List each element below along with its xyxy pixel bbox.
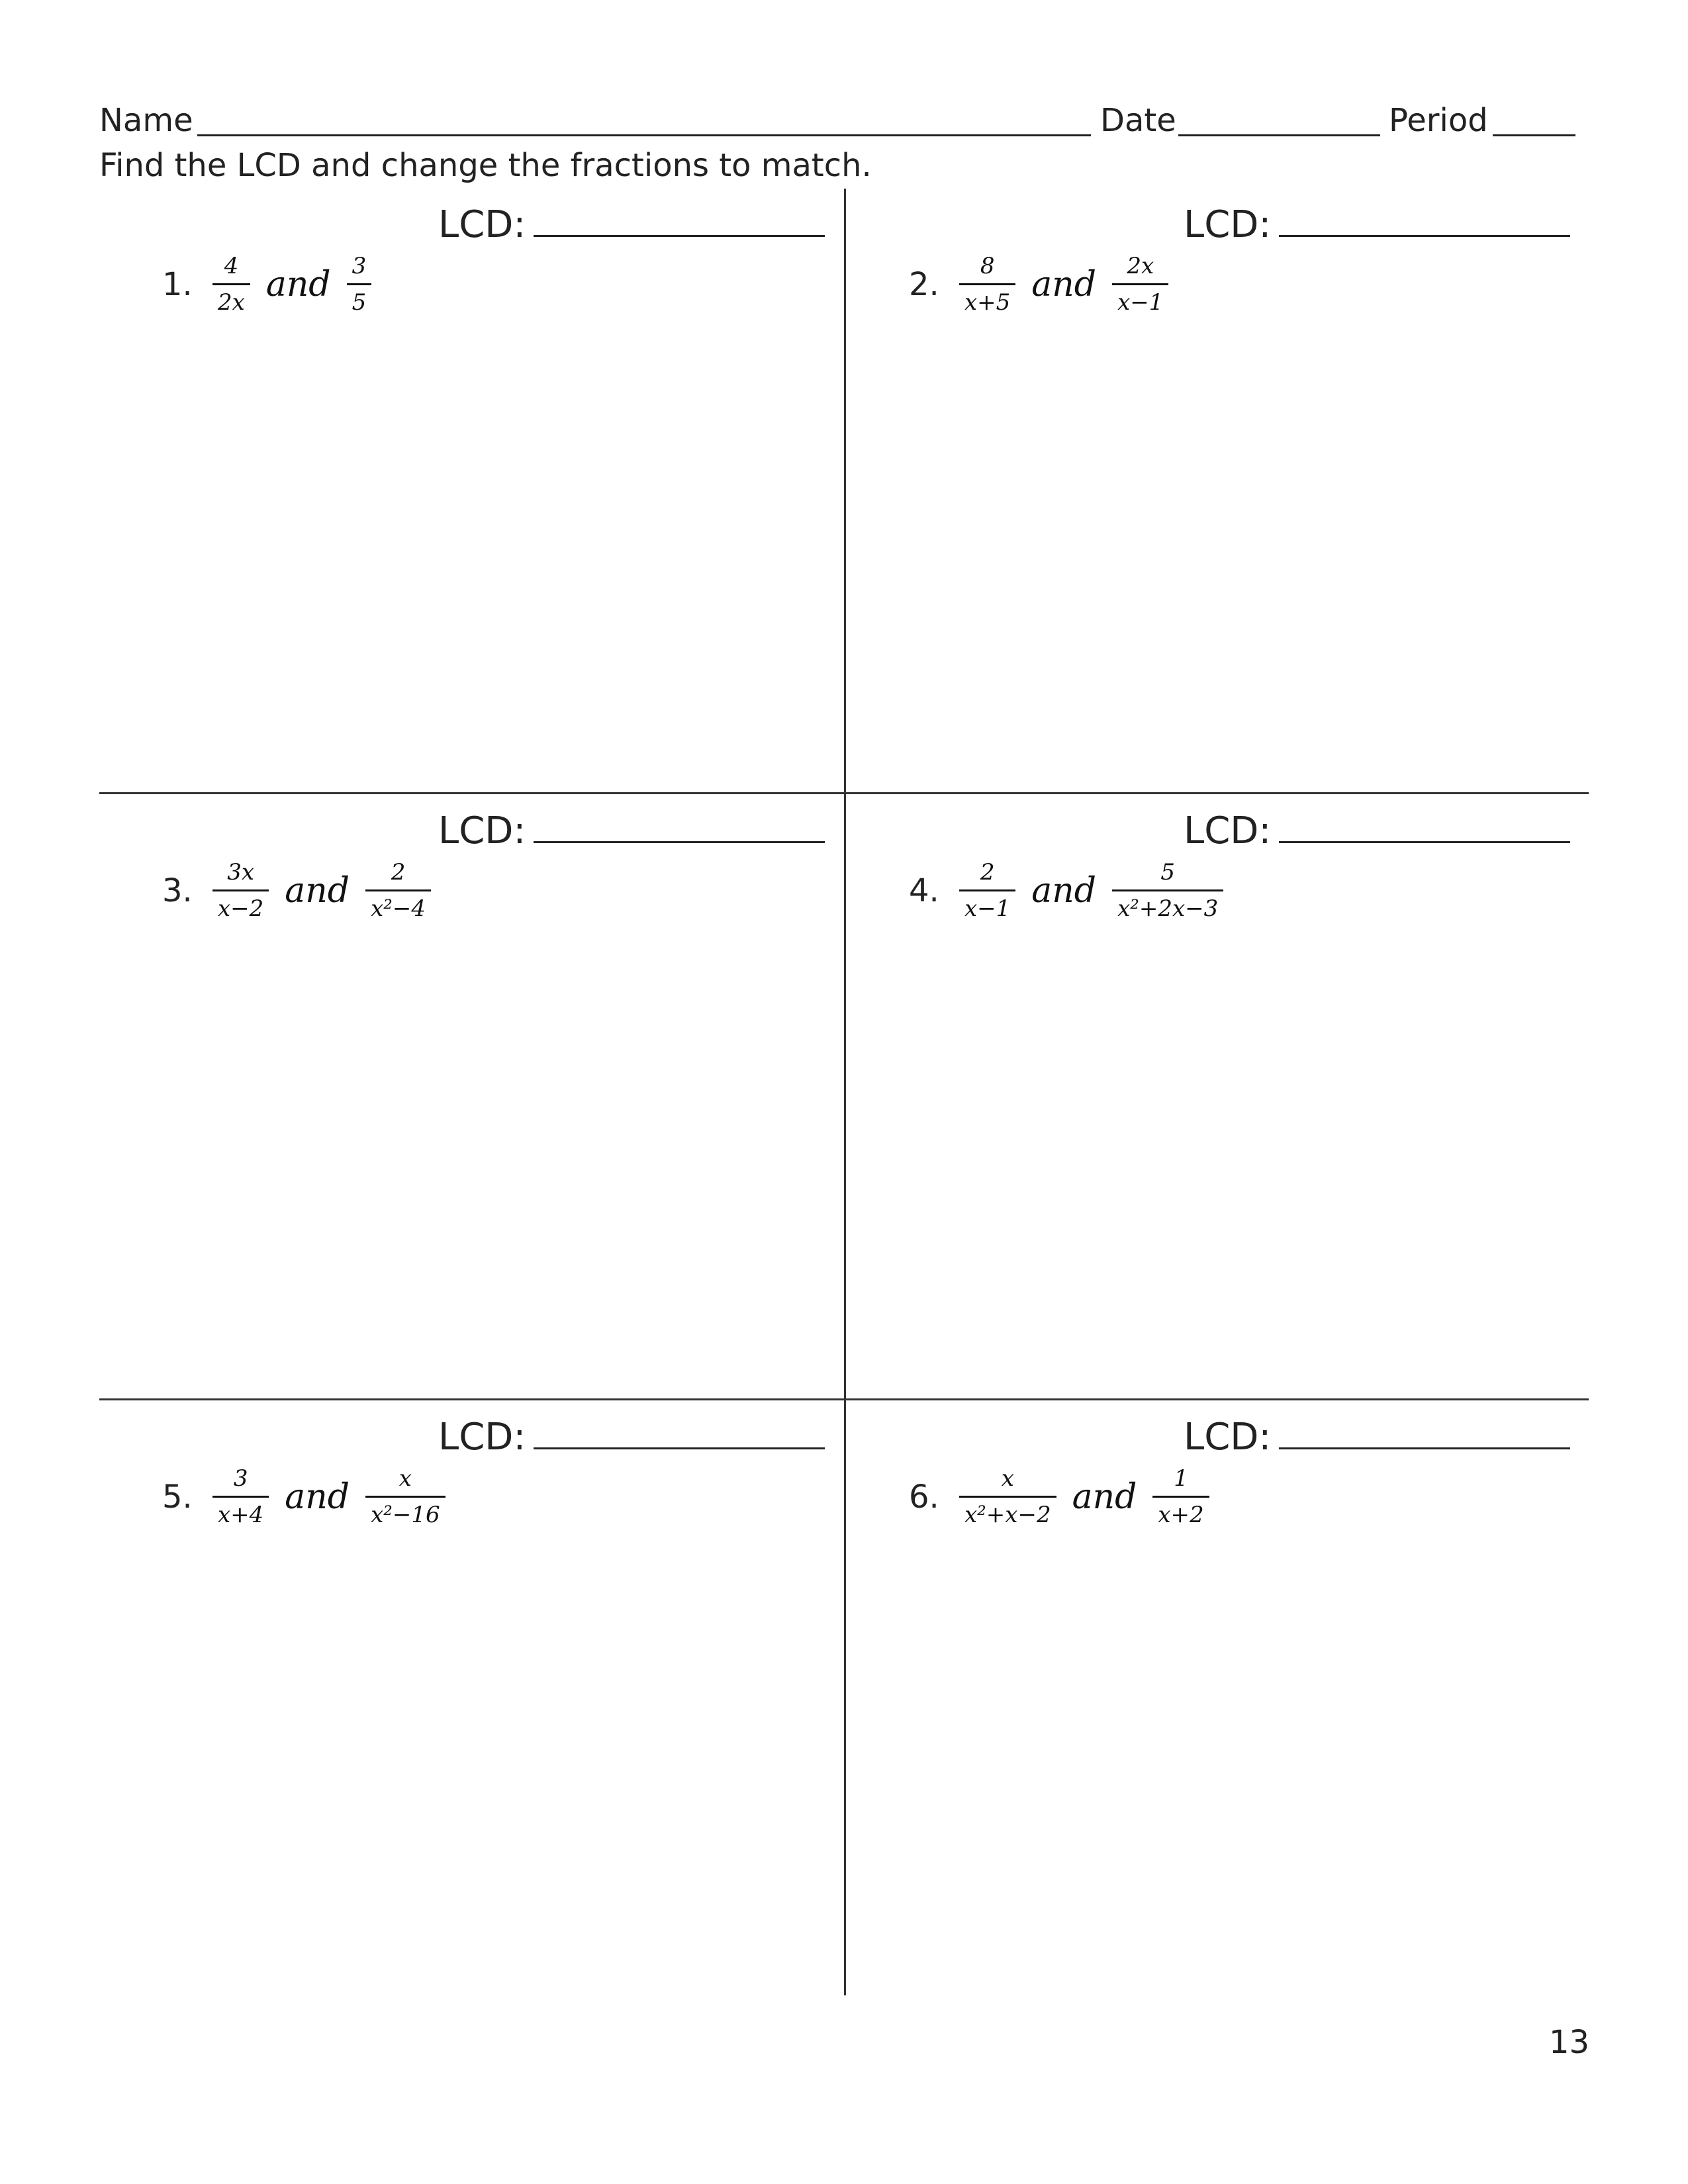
lcd-3 [438, 807, 825, 855]
problem-1 [162, 251, 375, 317]
numerator: 1 [1152, 1464, 1209, 1498]
fraction-1 [212, 1464, 269, 1529]
problem-6 [909, 1464, 1213, 1529]
and-text: and [285, 870, 350, 911]
denominator: x+2 [1158, 1502, 1204, 1528]
denominator: 5 [352, 289, 367, 316]
lcd-answer-field[interactable] [534, 206, 825, 237]
numerator: 3x [212, 858, 269, 891]
denominator: x+5 [964, 289, 1011, 316]
lcd-answer-field[interactable] [1279, 812, 1570, 843]
denominator: 2x [218, 289, 245, 316]
lcd-label: LCD: [438, 203, 526, 246]
denominator: x−1 [1117, 289, 1164, 316]
numerator: 2 [959, 858, 1015, 891]
fraction-1 [212, 858, 269, 923]
denominator: x²+x−2 [964, 1502, 1051, 1528]
lcd-1 [438, 201, 825, 249]
lcd-5 [438, 1414, 825, 1461]
numerator: 2x [1112, 251, 1168, 285]
problem-number: 4. [909, 872, 939, 909]
numerator: x [365, 1464, 445, 1498]
and-text: and [1072, 1477, 1137, 1517]
problem-number: 5. [162, 1478, 193, 1516]
lcd-label: LCD: [1184, 203, 1272, 246]
fraction-1 [959, 251, 1015, 317]
lcd-label: LCD: [1184, 1416, 1272, 1459]
numerator: 3 [212, 1464, 269, 1498]
problem-number: 3. [162, 872, 193, 909]
problem-2 [909, 251, 1172, 317]
fraction-2 [365, 1464, 445, 1529]
problem-4-area [846, 798, 1591, 1400]
problem-5-area [99, 1404, 844, 2007]
instructions: Find the LCD and change the fractions to match. [99, 147, 872, 184]
fraction-2 [1112, 251, 1168, 317]
lcd-6 [1184, 1414, 1570, 1461]
numerator: 3 [347, 251, 372, 285]
lcd-label: LCD: [438, 1416, 526, 1459]
numerator: 4 [212, 251, 250, 285]
numerator: 5 [1112, 858, 1223, 891]
name-label: Name [99, 102, 193, 139]
fraction-2 [365, 858, 431, 923]
denominator: x²−4 [371, 895, 426, 922]
lcd-answer-field[interactable] [534, 1418, 825, 1449]
denominator: x−2 [218, 895, 264, 922]
problem-5 [162, 1464, 449, 1529]
problem-1-area [99, 192, 844, 794]
fraction-2 [1112, 858, 1223, 923]
fraction-2 [1152, 1464, 1209, 1529]
numerator: x [959, 1464, 1056, 1498]
and-text: and [1031, 264, 1097, 304]
denominator: x²+2x−3 [1117, 895, 1219, 922]
period-label: Period [1389, 102, 1488, 139]
name-field[interactable] [197, 134, 1091, 136]
problem-4 [909, 858, 1227, 923]
numerator: 2 [365, 858, 431, 891]
problem-3-area [99, 798, 844, 1400]
lcd-answer-field[interactable] [534, 812, 825, 843]
date-label: Date [1100, 102, 1176, 139]
lcd-label: LCD: [438, 809, 526, 852]
problem-number: 6. [909, 1478, 939, 1516]
date-field[interactable] [1178, 134, 1380, 136]
lcd-label: LCD: [1184, 809, 1272, 852]
fraction-2 [347, 251, 372, 317]
problem-number: 1. [162, 265, 193, 303]
lcd-2 [1184, 201, 1570, 249]
numerator: 8 [959, 251, 1015, 285]
lcd-answer-field[interactable] [1279, 206, 1570, 237]
problem-6-area [846, 1404, 1591, 2007]
fraction-1 [959, 1464, 1056, 1529]
denominator: x−1 [964, 895, 1011, 922]
fraction-1 [959, 858, 1015, 923]
problem-2-area [846, 192, 1591, 794]
and-text: and [285, 1477, 350, 1517]
fraction-1 [212, 251, 250, 317]
denominator: x²−16 [371, 1502, 440, 1528]
problem-3 [162, 858, 435, 923]
lcd-answer-field[interactable] [1279, 1418, 1570, 1449]
period-field[interactable] [1493, 134, 1575, 136]
and-text: and [1031, 870, 1097, 911]
and-text: and [265, 264, 331, 304]
page-number: 13 [1549, 2024, 1590, 2061]
denominator: x+4 [218, 1502, 264, 1528]
lcd-4 [1184, 807, 1570, 855]
problem-number: 2. [909, 265, 939, 303]
